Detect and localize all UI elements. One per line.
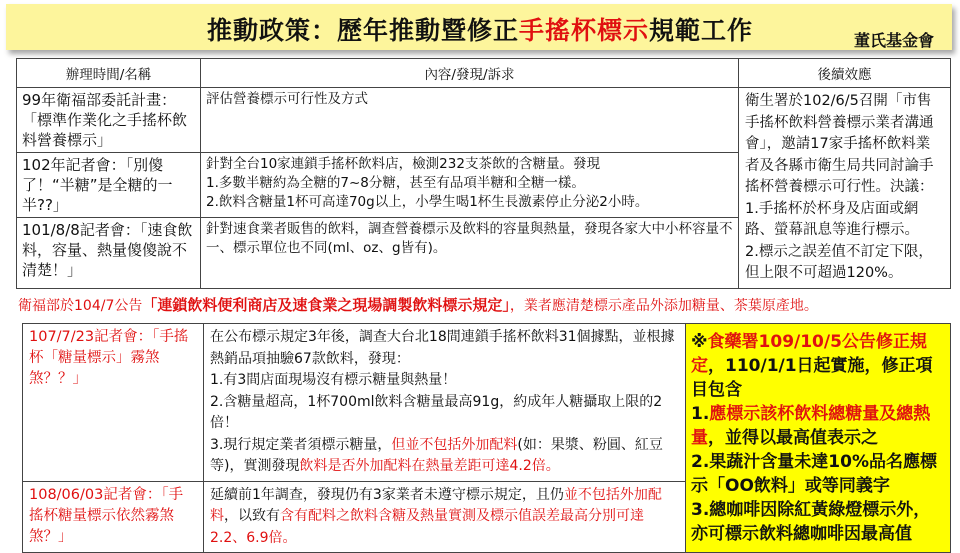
- history-table: [16, 58, 951, 289]
- content-segment: 延續前1年調查，發現仍有3家業者未遵守標示規定，且仍: [210, 486, 564, 503]
- table-row: [17, 88, 951, 153]
- content-line: 2.含糖量超高，1杯700ml飲料含糖量最高91g，約成年人糖攝取上限的2倍！: [210, 393, 663, 431]
- notice-regulation-title: 「連鎖飲料便利商店及速食業之現場調製飲料標示規定」: [142, 296, 510, 314]
- content-highlight: 但並不包括外加配料: [391, 436, 518, 453]
- table-row: [23, 324, 951, 482]
- amendment-box: [686, 324, 951, 553]
- content-line: 1.多數半糖約為全糖的7~8分糖，甚至有品項半糖和全糖一樣。: [206, 175, 585, 192]
- content-segment: ，以致有: [224, 508, 280, 524]
- effect-item: 1.手搖杯於杯身及店面或網路、螢幕訊息等進行標示。: [745, 200, 919, 238]
- title-text-end: 規範工作: [649, 16, 754, 45]
- event-content: [201, 88, 739, 153]
- content-highlight: 含有配料之飲料含糖及熱量實測及標示值誤差最高分別可達2.2、6.9倍。: [210, 508, 644, 546]
- event-name: 102年記者會：「別傻了！“半糖”是全糖的一半??」: [17, 153, 201, 218]
- amendment-item: 2.果蔬汁含量未達10%品名應標示「OO飲料」或等同義字: [691, 452, 937, 496]
- event-name: 99年衛福部委託計畫：「標準作業化之手搖杯飲料營養標示」: [17, 88, 201, 153]
- item-number: 1.: [691, 404, 710, 424]
- event-content: [204, 481, 686, 553]
- content-line: 評估營養標示可行性及方式: [206, 91, 368, 107]
- effect-text: 衛生署於102/6/5召開「市售手搖杯飲料營養標示業者溝通會」，邀請17家手搖杯飲料業者及各縣市衛生局共同討論手搖杯營養標示可行性。決議：: [745, 93, 934, 195]
- effect-item: 2.標示之誤差值不訂定下限，但上限不可超過120%。: [745, 243, 933, 281]
- event-name: 107/7/23記者會：「手搖杯「糖量標示」霧煞煞？？」: [23, 324, 204, 482]
- table-header-row: [17, 59, 951, 88]
- content-segment: 3.現行規定業者須標示糖量，: [210, 436, 392, 453]
- content-line: 針對速食業者販售的飲料，調查營養標示及飲料的容量與熱量，發現各家大中小杯容量不一、標示單位也不同(ml、oz、g皆有)。: [206, 221, 733, 257]
- page-title: [0, 11, 960, 47]
- content-line: 1.有3間店面現場沒有標示糖量與熱量！: [210, 372, 457, 388]
- column-header: 辦理時間/名稱: [17, 59, 201, 88]
- event-content: [204, 324, 686, 482]
- column-header: 內容/發現/訴求: [201, 59, 739, 88]
- content-line: 針對全台10家連鎖手搖杯飲料店，檢測232支茶飲的含糖量。發現: [206, 156, 600, 173]
- notice-text-end: ，業者應清楚標示產品外添加糖量、茶葉原產地。: [509, 298, 818, 314]
- amendment-text: ，110/1/1日起實施，修正項目包含: [691, 356, 933, 400]
- title-highlight: 手搖杯標示: [518, 16, 649, 45]
- event-content: [201, 153, 739, 218]
- content-line: 2.飲料含糖量1杯可高達70g以上，小學生喝1杯生長激素停止分泌2小時。: [206, 194, 649, 211]
- organization-name: 董氏基金會: [853, 31, 934, 50]
- event-name: 101/8/8記者會：「速食飲料，容量、熱量傻傻說不清楚！」: [17, 218, 201, 288]
- column-header: 後續效應: [739, 59, 951, 88]
- title-text: 推動政策：歷年推動暨修正: [206, 16, 519, 45]
- content-line: 在公布標示規定3年後，調查大台北18間連鎖手搖杯飲料31個據點，並根據熱銷品項抽驗67款飲料，發現：: [210, 329, 675, 367]
- notice-text: 衛福部於104/7公告: [18, 298, 143, 314]
- content-segment: (如：果漿、粉圓、紅豆等)，實測發現: [210, 436, 663, 474]
- content-highlight: 飲料是否外加配料在熱量差距可達4.2倍。: [299, 458, 560, 474]
- amendment-highlight: 應標示該杯飲料總糖量及總熱量: [691, 404, 931, 448]
- follow-up-effect: [739, 88, 951, 289]
- regulation-notice: [18, 294, 818, 315]
- event-content: [201, 218, 739, 288]
- amendment-highlight: 食藥署109/10/5公告修正規定: [691, 332, 927, 376]
- reference-mark: ※: [691, 332, 708, 352]
- content-highlight: 並不包括外加配料: [210, 486, 662, 524]
- recent-events-table: [22, 323, 951, 553]
- amendment-text: ，並得以最高值表示之: [708, 428, 878, 448]
- event-name: 108/06/03記者會：「手搖杯糖量標示依然霧煞煞？」: [23, 481, 204, 553]
- amendment-item: 3.總咖啡因除紅黃綠燈標示外，亦可標示飲料總咖啡因最高值: [691, 500, 931, 544]
